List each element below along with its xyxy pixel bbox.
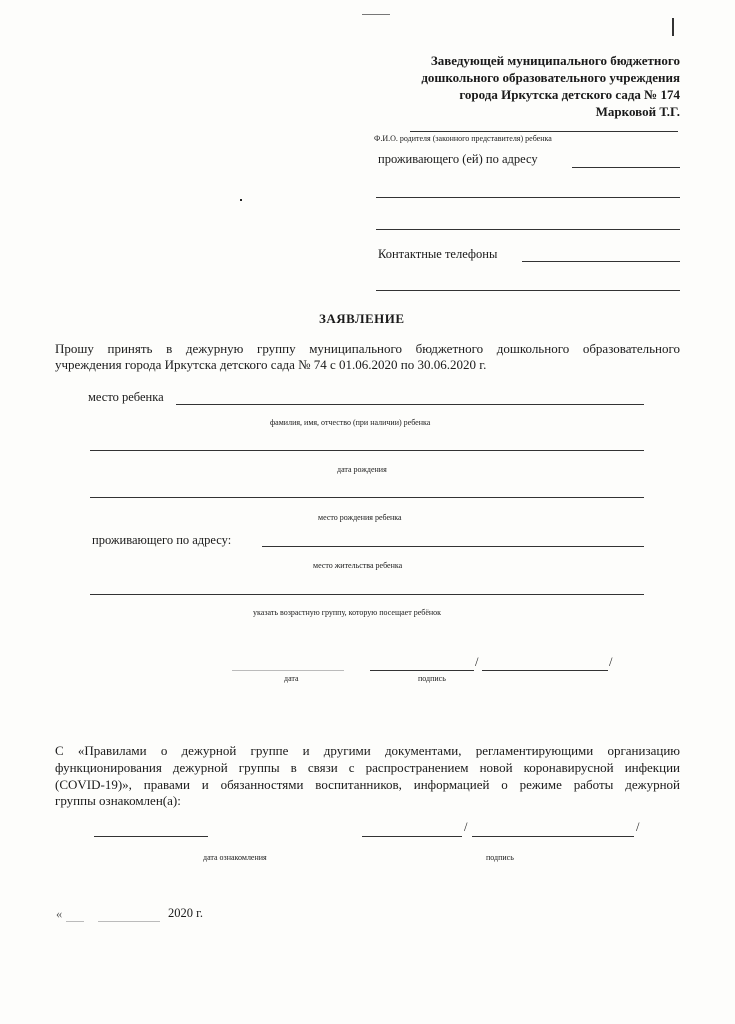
child-address-label: проживающего по адресу: (92, 533, 232, 547)
ack-line-2: функционирования дежурной группы в связи с распространением новой коронавирусной инфекции (55, 760, 680, 775)
ack-line-4: группы ознакомлен(а): (55, 793, 181, 808)
footer-year: 2020 г. (168, 906, 203, 920)
scan-speck (240, 199, 242, 201)
footer-day-line[interactable] (66, 921, 84, 922)
document-title: ЗАЯВЛЕНИЕ (319, 311, 405, 326)
child-birthplace-caption: место рождения ребенка (318, 513, 402, 522)
child-place-label: место ребенка (88, 390, 164, 404)
sign1-date-caption: дата (284, 674, 299, 683)
sign1-sign-caption: подпись (418, 674, 446, 683)
request-line-2: учреждения города Иркутска детского сада № 74 с 01.06.2020 по 30.06.2020 г. (55, 357, 487, 372)
parent-fio-line[interactable] (410, 131, 678, 132)
addressee-line-1: Заведующей муниципального бюджетного (430, 53, 680, 68)
ack-line-3: (COVID-19)», правами и обязанностями воспитанников, информацией о режиме работы дежурной (55, 777, 680, 792)
sign1-date-line[interactable] (232, 670, 344, 671)
sign1-slash-1: / (475, 655, 479, 669)
sign2-name-line[interactable] (472, 836, 634, 837)
parent-fio-caption: Ф.И.О. родителя (законного представителя) ребенка (374, 134, 552, 143)
sign1-name-line[interactable] (482, 670, 608, 671)
scan-mark (362, 14, 390, 15)
phones-line-2[interactable] (376, 290, 680, 291)
child-dob-caption: дата рождения (337, 465, 387, 474)
sign1-slash-2: / (609, 655, 613, 669)
addressee-line-3: города Иркутска детского сада № 174 (459, 87, 680, 102)
phones-line-1[interactable] (522, 261, 680, 262)
child-name-line[interactable] (176, 404, 644, 405)
child-dob-line[interactable] (90, 450, 644, 451)
addressee-line-2: дошкольного образовательного учреждения (421, 70, 680, 85)
sign2-sign-line[interactable] (362, 836, 462, 837)
child-birthplace-line[interactable] (90, 497, 644, 498)
parent-address-line-1[interactable] (572, 167, 680, 168)
parent-address-line-2[interactable] (376, 197, 680, 198)
scan-mark (672, 18, 674, 36)
child-name-caption: фамилия, имя, отчество (при наличии) ребенка (270, 418, 431, 427)
parent-address-line-3[interactable] (376, 229, 680, 230)
child-residence-caption: место жительства ребенка (313, 561, 403, 570)
parent-address-label: проживающего (ей) по адресу (378, 152, 538, 166)
acknowledgement-paragraph (55, 742, 680, 793)
sign2-slash-1: / (464, 820, 468, 834)
request-line-1: Прошу принять в дежурную группу муниципального бюджетного дошкольного образовательного (55, 341, 680, 356)
addressee-header (421, 52, 680, 120)
addressee-line-4: Марковой Т.Г. (595, 104, 680, 119)
sign2-date-line[interactable] (94, 836, 208, 837)
sign2-slash-2: / (636, 820, 640, 834)
child-group-caption: указать возрастную группу, которую посещает ребёнок (253, 608, 442, 617)
sign2-sign-caption: подпись (486, 853, 514, 862)
child-address-line[interactable] (262, 546, 644, 547)
phones-label: Контактные телефоны (378, 247, 498, 261)
footer-open-quote: « (56, 907, 63, 921)
ack-line-1: С «Правилами о дежурной группе и другими документами, регламентирующими организацию (55, 743, 680, 758)
sign2-date-caption: дата ознакомления (203, 853, 267, 862)
footer-month-line[interactable] (98, 921, 160, 922)
request-paragraph (55, 340, 680, 357)
sign1-sign-line[interactable] (370, 670, 474, 671)
child-group-line[interactable] (90, 594, 644, 595)
